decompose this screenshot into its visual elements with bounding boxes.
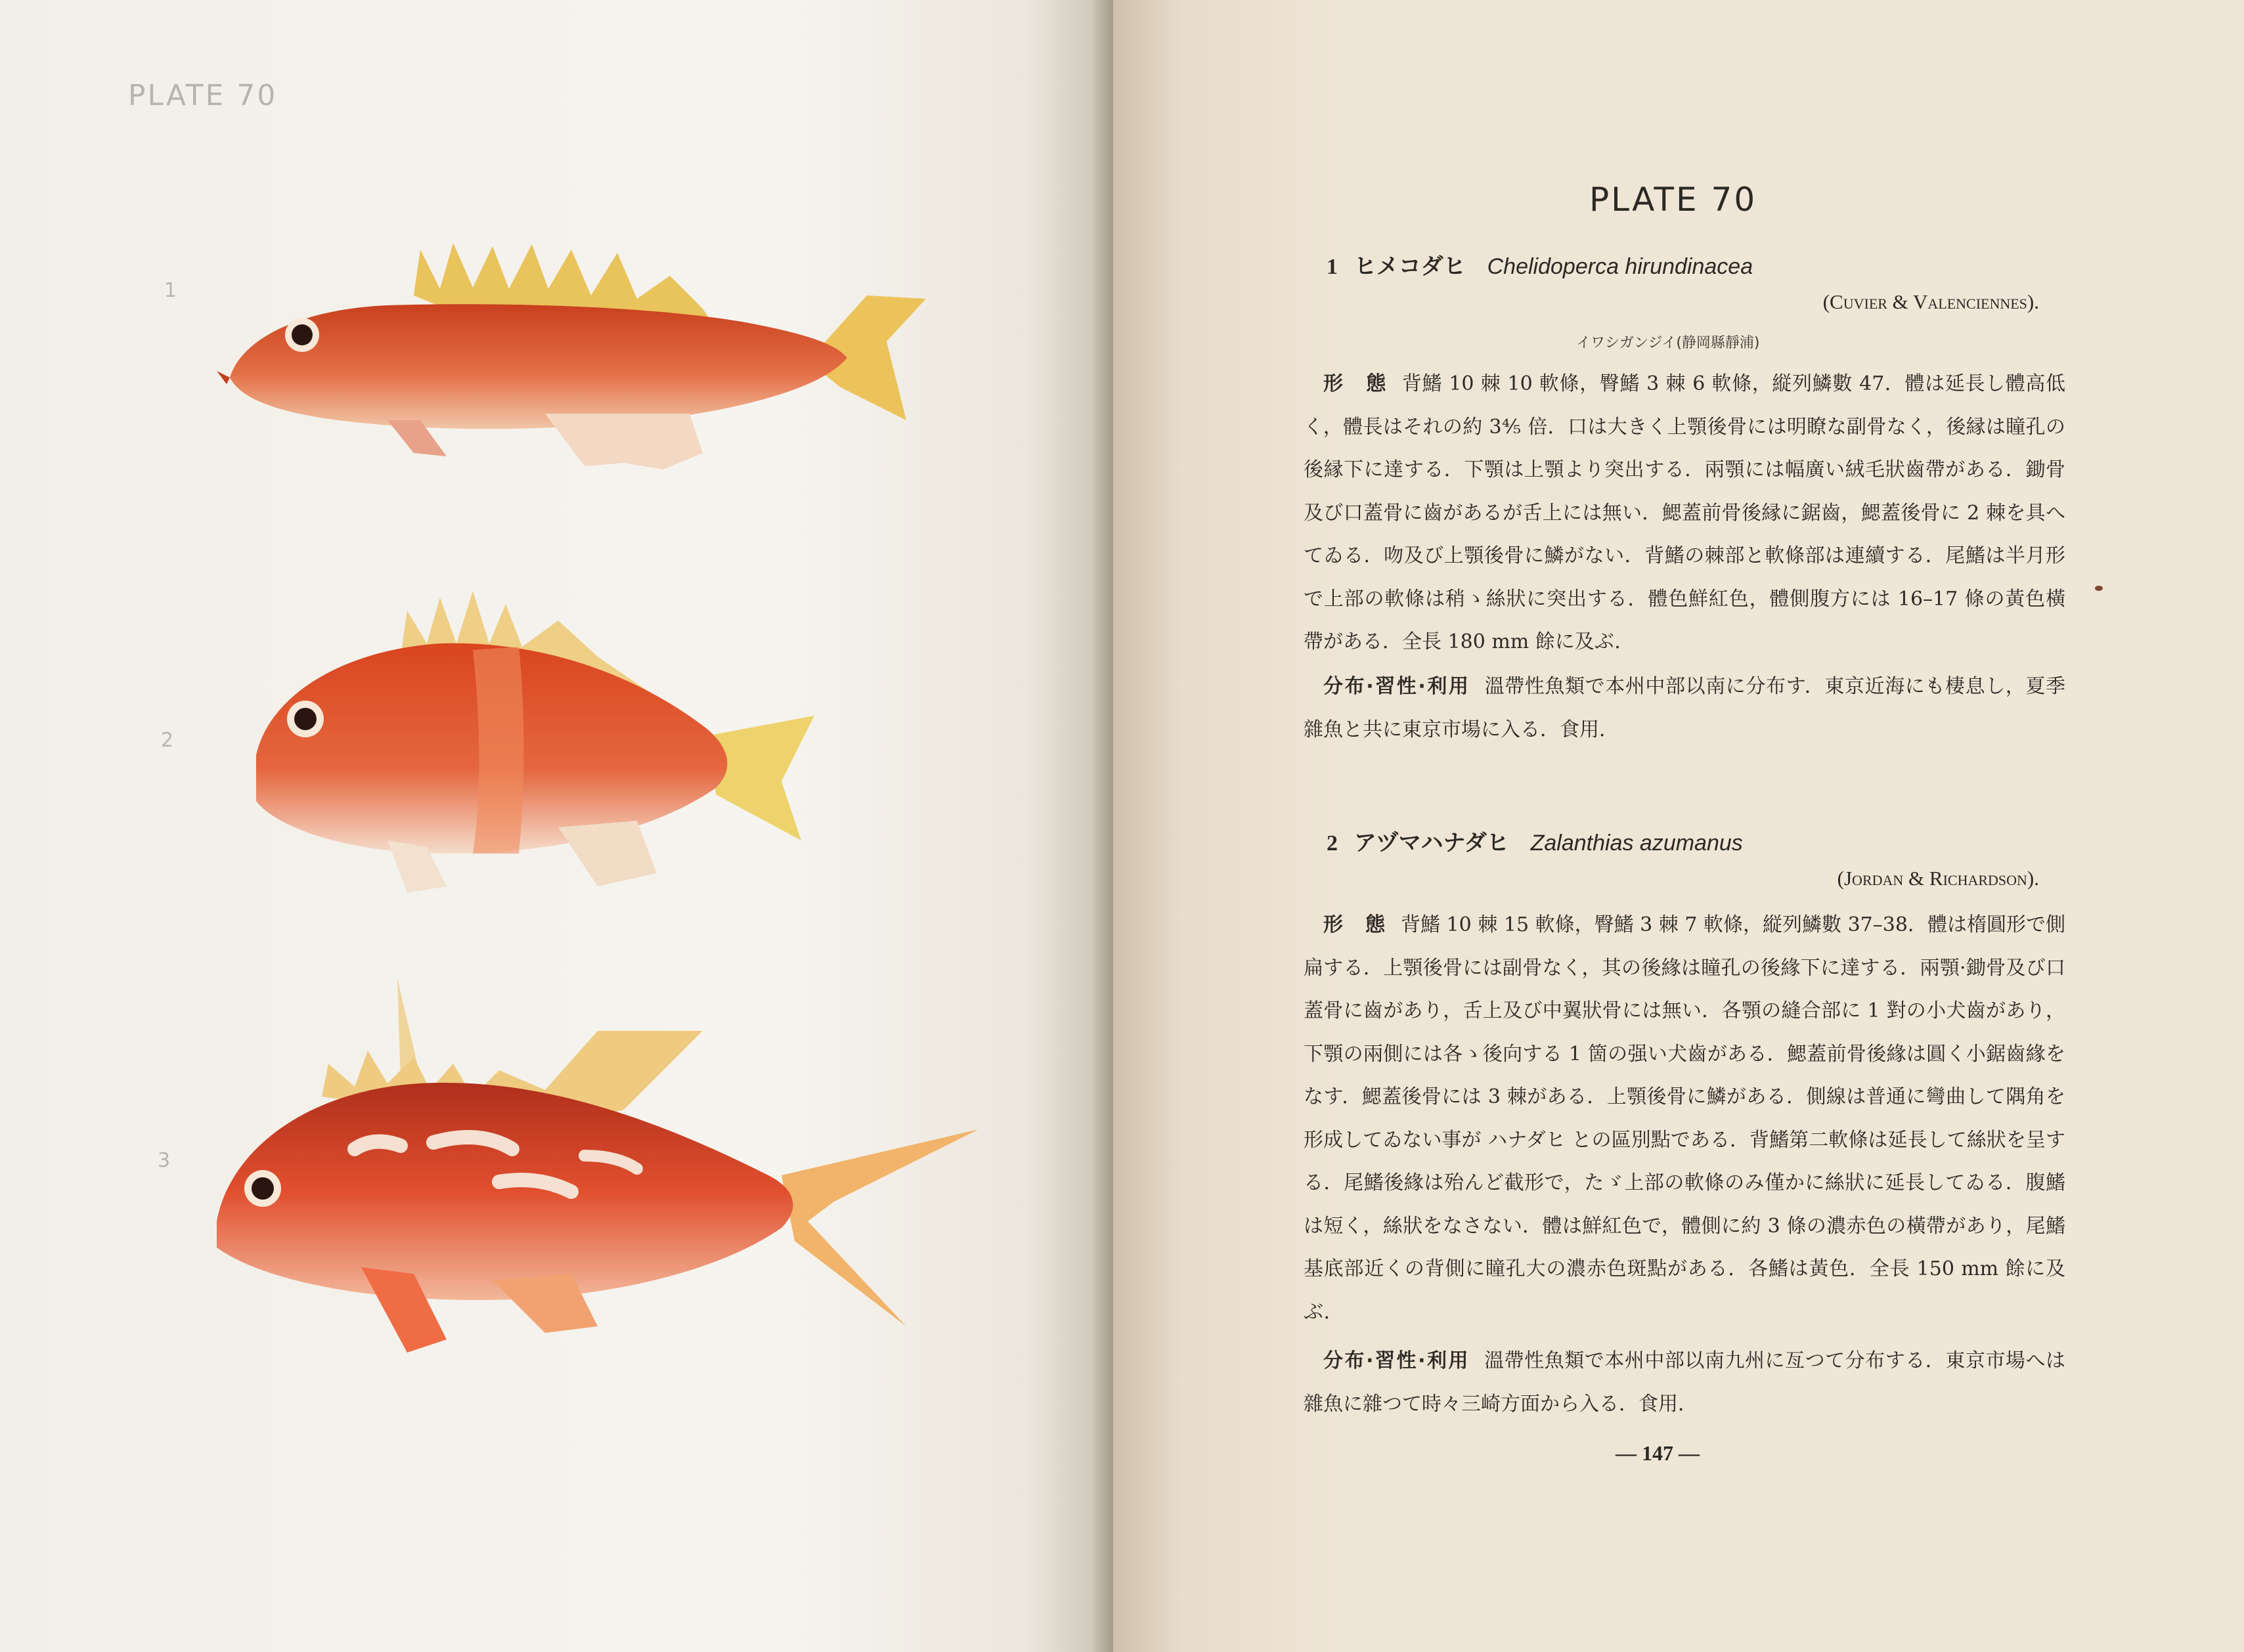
species-scientific-name: Chelidoperca hirundinacea bbox=[1487, 254, 1753, 279]
species-japanese-name: ヒメコダヒ bbox=[1353, 253, 1466, 280]
species-scientific-name: Zalanthias azumanus bbox=[1530, 831, 1743, 856]
distribution-label: 分布·習性·利用 bbox=[1323, 1349, 1470, 1372]
distribution-label: 分布·習性·利用 bbox=[1323, 675, 1470, 698]
species-local-name-1: イワシガンジイ(静岡縣靜浦) bbox=[1576, 335, 1760, 351]
species-number: 1 bbox=[1327, 255, 1338, 279]
plate-title: PLATE 70 bbox=[1589, 181, 1757, 219]
distribution-text: 溫帶性魚類で本州中部以南九州に亙つて分布する．東京市場へは雜魚に雜つて時々三崎方面から入る．食用． bbox=[1304, 1349, 2065, 1416]
distribution-text: 溫帶性魚類で本州中部以南に分布す．東京近海にも棲息し，夏季雜魚と共に東京市場に入る．食用． bbox=[1304, 675, 2065, 741]
page-number: — 147 — bbox=[1616, 1441, 1700, 1465]
fish-illustration-1 bbox=[217, 236, 946, 486]
figure-number-2: 2 bbox=[161, 729, 174, 752]
paper-speck bbox=[2095, 586, 2103, 591]
morphology-paragraph-2 bbox=[1304, 903, 2065, 1334]
species-heading-2 bbox=[1327, 825, 1743, 857]
figure-number-1: 1 bbox=[164, 279, 177, 302]
morphology-label: 形 態 bbox=[1323, 913, 1387, 936]
species-heading-1 bbox=[1327, 248, 1753, 280]
left-page bbox=[0, 0, 1113, 1652]
species-author-2: (Jordan & Richardson). bbox=[1837, 867, 2039, 890]
fish-illustration-3 bbox=[204, 959, 992, 1366]
morphology-label: 形 態 bbox=[1323, 372, 1388, 395]
species-japanese-name: アヅマハナダヒ bbox=[1353, 830, 1509, 856]
fish-illustration-2 bbox=[230, 578, 841, 906]
figure-number-3: 3 bbox=[158, 1149, 171, 1172]
species-author-1: (Cuvier & Valenciennes). bbox=[1822, 290, 2039, 313]
species-number: 2 bbox=[1327, 831, 1338, 856]
morphology-text: 背鰭 10 棘 10 軟條，臀鰭 3 棘 6 軟條，縦列鱗數 47．體は延長し體高低く，體長はそれの約 3⅘ 倍．口は大きく上顎後骨には明瞭な副骨なく，後縁は瞳孔の後縁下に達する．下顎は上顎より突出する．兩顎には幅廣い絨毛狀齒帶がある．鋤骨及び口蓋骨に齒があるが舌上には無い．鰓蓋前骨後縁に鋸齒，鰓蓋後骨に 2 棘を具へてゐる．吻及び上顎後骨に鱗がない．背鰭の棘部と軟條部は連續する．尾鰭は半月形で上部の軟條は稍ゝ絲狀に突出する．體色鮮紅色，體側腹方には 16–17 條の黃色橫帶がある．全長 180 mm 餘に及ぶ． bbox=[1304, 372, 2065, 653]
distribution-paragraph-1 bbox=[1304, 665, 2065, 751]
morphology-text: 背鰭 10 棘 15 軟條，臀鰭 3 棘 7 軟條，縦列鱗數 37–38．體は楕圓形で側扁する．上顎後骨には副骨なく，其の後緣は瞳孔の後緣下に達する．兩顎·鋤骨及び口蓋骨に齒があり，舌上及び中翼狀骨には無い．各顎の縫合部に 1 對の小犬齒があり，下顎の兩側には各ゝ後向する 1 箇の强い犬齒がある．鰓蓋前骨後緣は圓く小鋸齒緣をなす．鰓蓋後骨には 3 棘がある．上顎後骨に鱗がある．側線は普通に彎曲して隅角を形成してゐない事が ハナダヒ との區別點である．背鰭第二軟條は延長して絲狀を呈する．尾鰭後緣は殆んど截形で，たゞ上部の軟條のみ僅かに絲狀に延長してゐる．腹鰭は短く，絲狀をなさない．體は鮮紅色で，體側に約 3 條の濃赤色の橫帶があり，尾鰭基底部近くの背側に瞳孔大の濃赤色斑點がある．各鰭は黃色．全長 150 mm 餘に及ぶ． bbox=[1304, 913, 2065, 1324]
plate-header-left: PLATE 70 bbox=[128, 79, 278, 112]
distribution-paragraph-2 bbox=[1304, 1339, 2065, 1425]
morphology-paragraph-1 bbox=[1304, 362, 2065, 664]
